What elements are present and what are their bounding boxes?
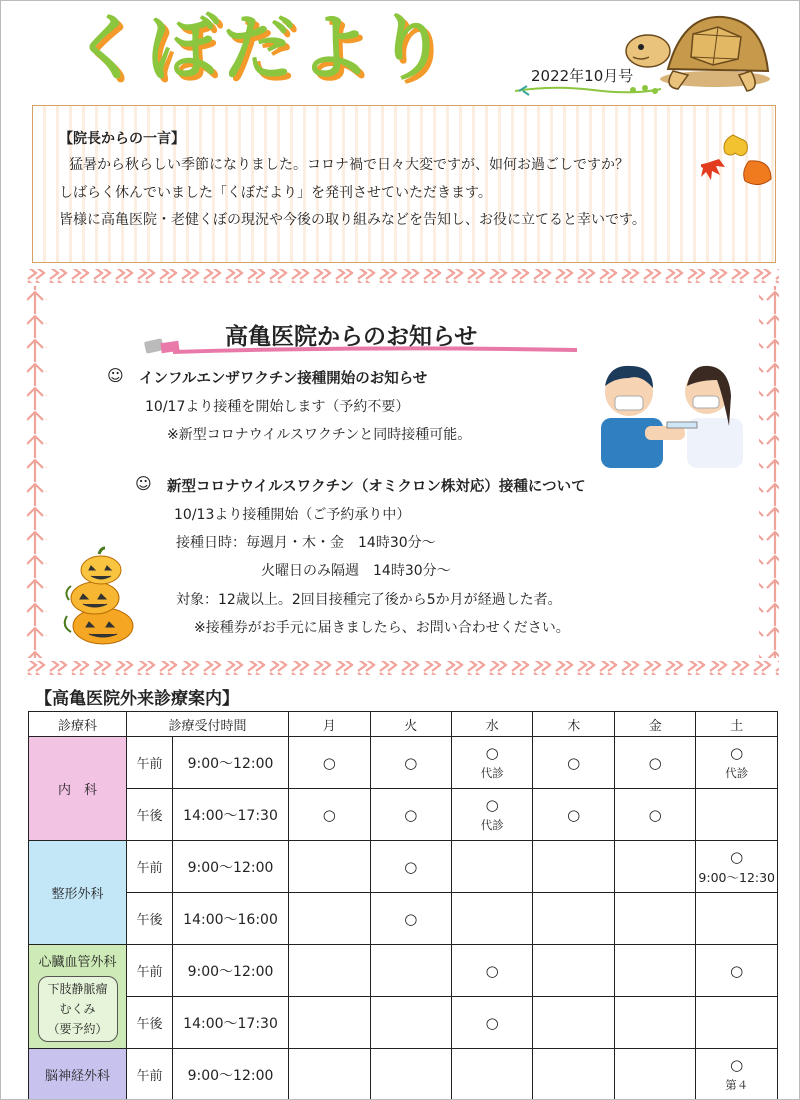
period-am: 午前 <box>127 1049 173 1100</box>
open-mark: ○ <box>322 805 336 824</box>
open-mark: ○ <box>730 961 744 980</box>
director-line: 皆様に高亀医院・老健くぼの現況や今後の取り組みなどを告知し、お役に立てると幸いです。 <box>59 212 646 228</box>
notice-title: 高亀医院からのお知らせ <box>225 324 478 350</box>
notice-section <box>25 266 781 678</box>
covid-heading: 新型コロナウイルスワクチン（オミクロン株対応）接種について <box>167 479 586 495</box>
flu-heading: インフルエンザワクチン接種開始のお知らせ <box>139 371 428 387</box>
turtle-icon <box>623 9 773 94</box>
newsletter-title: くぼだより <box>71 6 452 90</box>
covid-line: ※接種券がお手元に届きましたら、お問い合わせください。 <box>194 620 570 636</box>
open-mark: ○ <box>648 753 662 772</box>
director-message-box <box>32 105 776 263</box>
header-tue: 火 <box>370 712 451 737</box>
saturday-hours-note: 9:00～12:30 <box>698 870 776 885</box>
header-hours: 診療受付時間 <box>127 712 289 737</box>
covid-line: 10/13より接種開始（ご予約承り中） <box>174 507 411 523</box>
open-mark: ○ <box>730 848 744 866</box>
period-pm: 午後 <box>127 997 173 1049</box>
header-thu: 木 <box>533 712 614 737</box>
open-mark: ○ <box>485 961 499 980</box>
smile-icon: ☺ <box>135 474 152 493</box>
covid-line: 対象：12歳以上。2回目接種完了後から5か月が経過した者。 <box>176 592 562 608</box>
header-wed: 水 <box>451 712 532 737</box>
time-range: 14:00～17:30 <box>173 997 289 1049</box>
table-row <box>29 893 778 945</box>
open-mark: ○ <box>404 753 418 772</box>
period-am: 午前 <box>127 737 173 789</box>
header-sat: 土 <box>696 712 778 737</box>
open-mark: ○ <box>730 744 744 762</box>
time-range: 14:00～17:30 <box>173 789 289 841</box>
substitute-note: 代診 <box>480 766 504 780</box>
header-mon: 月 <box>289 712 370 737</box>
time-range: 9:00～12:00 <box>173 841 289 893</box>
dept-cardio-label: 心臓血管外科 <box>38 955 117 970</box>
open-mark: ○ <box>485 796 499 814</box>
covid-line: 接種日時：毎週月・木・金 14時30分～ <box>176 535 436 551</box>
table-row <box>29 1049 778 1100</box>
director-line: 猛暑から秋らしい季節になりました。コロナ禍で日々大変ですが、如何お過ごしですか？ <box>69 157 629 173</box>
period-am: 午前 <box>127 945 173 997</box>
period-am: 午前 <box>127 841 173 893</box>
open-mark: ○ <box>485 744 499 762</box>
open-mark: ○ <box>730 1056 744 1074</box>
time-range: 9:00～12:00 <box>173 945 289 997</box>
open-mark: ○ <box>567 805 581 824</box>
open-mark: ○ <box>485 1013 499 1032</box>
schedule-title: 【高亀医院外来診療案内】 <box>35 689 239 709</box>
director-line: しばらく休んでいました「くぼだより」を発刊させていただきます。 <box>59 185 492 201</box>
substitute-note: 代診 <box>480 818 504 832</box>
dept-internal: 内 科 <box>29 737 127 841</box>
jack-o-lantern-icon <box>61 546 141 646</box>
time-range: 14:00～16:00 <box>173 893 289 945</box>
dept-orthopedics: 整形外科 <box>29 841 127 945</box>
table-row <box>29 945 778 997</box>
dept-cardiovascular <box>29 945 127 1049</box>
time-range: 9:00～12:00 <box>173 1049 289 1100</box>
open-mark: ○ <box>567 753 581 772</box>
open-mark: ○ <box>648 805 662 824</box>
substitute-note: 代診 <box>725 766 749 780</box>
period-pm: 午後 <box>127 893 173 945</box>
table-row <box>29 737 778 789</box>
table-row <box>29 997 778 1049</box>
director-heading: 【院長からの一言】 <box>59 131 185 147</box>
varicose-note-box <box>38 976 118 1042</box>
flu-line: ※新型コロナウイルスワクチンと同時接種可能。 <box>167 427 472 443</box>
issue-date: 2022年10月号 <box>531 67 634 85</box>
autumn-leaves-icon <box>701 131 776 196</box>
smile-icon: ☺ <box>107 366 124 385</box>
dept-neurosurgery: 脳神経外科 <box>29 1049 127 1100</box>
period-pm: 午後 <box>127 789 173 841</box>
time-range: 9:00～12:00 <box>173 737 289 789</box>
table-row <box>29 841 778 893</box>
open-mark: ○ <box>404 805 418 824</box>
sub-line: 下肢静脈瘤 <box>47 982 108 996</box>
covid-line: 火曜日のみ隔週 14時30分～ <box>261 563 451 579</box>
open-mark: ○ <box>322 753 336 772</box>
open-mark: ○ <box>404 857 418 876</box>
flu-line: 10/17より接種を開始します（予約不要） <box>145 399 410 415</box>
open-mark: ○ <box>404 909 418 928</box>
table-header-row <box>29 712 778 737</box>
sub-line: むくみ <box>59 1002 96 1016</box>
header-dept: 診療科 <box>29 712 127 737</box>
table-row <box>29 789 778 841</box>
fourth-week-note: 第４ <box>725 1078 749 1092</box>
header-fri: 金 <box>614 712 695 737</box>
vaccination-illustration-icon <box>595 356 745 468</box>
clinic-schedule-table <box>28 711 778 1100</box>
sub-line: （要予約） <box>47 1022 108 1036</box>
